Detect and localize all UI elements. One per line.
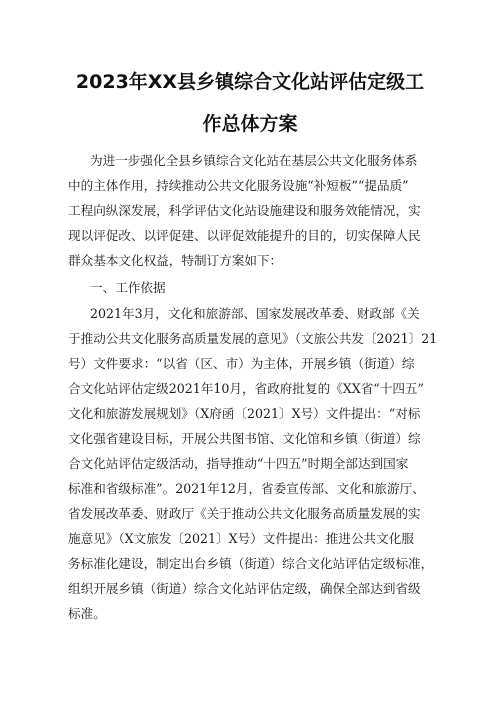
paragraph-line: 2021年3月，文化和旅游部、国家发展改革委、财政部《关 [90, 306, 420, 321]
paragraph-line: 文化强省建设目标，开展公共图书馆、文化馆和乡镇（街道）综 [68, 431, 421, 446]
paragraph-line: 于推动公共文化服务高质量发展的意见》（文旅公共发〔2021〕21 [68, 331, 438, 346]
paragraph-line: 现以评促改、以评促建、以评促效能提升的目的，切实保障人民 [68, 228, 421, 243]
paragraph-line: 省发展改革委、财政厅《关于推动公共文化服务高质量发展的实 [68, 506, 421, 521]
document-title-line-2: 作总体方案 [202, 113, 298, 135]
document-title-line-1: 2023年XX县乡镇综合文化站评估定级工 [75, 71, 425, 93]
paragraph-line: 文化和旅游发展规划》（X府函〔2021〕X号）文件提出：“对标 [68, 406, 421, 421]
paragraph-line: 务标准化建设，制定出台乡镇（街道）综合文化站评估定级标准， [68, 556, 434, 571]
paragraph-line: 施意见》（X文旅发〔2021〕X号）文件提出：推进公共文化服 [68, 531, 414, 546]
section-heading: 一、工作依据 [90, 280, 166, 295]
paragraph-line: 组织开展乡镇（街道）综合文化站评估定级，确保全部达到省级 [68, 581, 421, 596]
paragraph-line: 中的主体作用，持续推动公共文化服务设施“补短板”“提品质” [68, 178, 409, 193]
paragraph-line: 号）文件要求：“以省（区、市）为主体，开展乡镇（街道）综 [68, 356, 415, 371]
paragraph-line: 标准。 [68, 606, 106, 621]
paragraph-line: 合文化站评估定级2021年10月，省政府批复的《XX省“十四五” [68, 381, 424, 396]
paragraph-line: 工程向纵深发展，科学评估文化站设施建设和服务效能情况，实 [68, 203, 421, 218]
paragraph-line: 为进一步强化全县乡镇综合文化站在基层公共文化服务体系 [90, 153, 418, 168]
paragraph-line: 合文化站评估定级活动，指导推动“十四五”时期全部达到国家 [68, 456, 409, 471]
paragraph-line: 标准和省级标准”。2021年12月，省委宣传部、文化和旅游厅、 [68, 481, 425, 496]
paragraph-line: 群众基本文化权益，特制订方案如下： [68, 253, 283, 268]
